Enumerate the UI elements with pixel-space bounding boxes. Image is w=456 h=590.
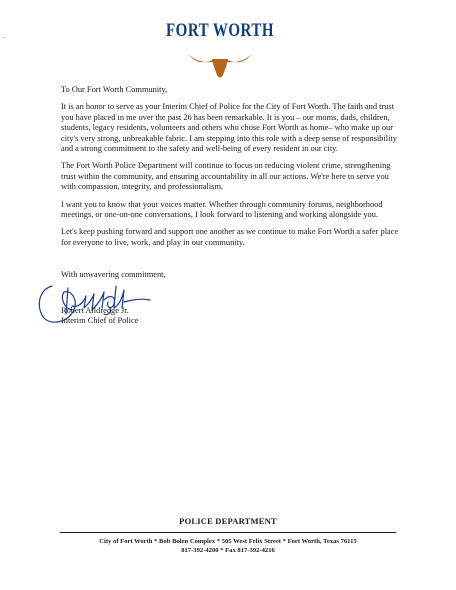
paragraph: It is an honor to serve as your Interim Chief of Police for the City of Fort Worth. The faith and trust you have placed in me over the past 26 has been remarkable. It is you – our moms, dads, children, students, legacy residents, volunteers and others who chose Fort Worth as home– who make up our city's very strong, unbreakable fabric. I am stepping into this role with a deep sense of responsibility and a strong commitment to the safety and well-being of every resident in our city. bbox=[61, 102, 397, 154]
letter-body bbox=[61, 85, 401, 255]
signer-title: Interim Chief of Police bbox=[61, 316, 139, 326]
footer-phone-line: 817-392-4200 * Fax 817-392-4216 bbox=[181, 547, 275, 554]
paragraph: The Fort Worth Police Department will continue to focus on reducing violent crime, strengthening trust within the community, and ensuring accountability in all our actions. We're here to serve you with compassion, integrity, and professionalism. bbox=[61, 161, 391, 192]
logo-wordmark: FORT WORTH bbox=[166, 21, 274, 41]
closing-line: With unwavering commitment, bbox=[61, 270, 166, 279]
longhorn-icon bbox=[187, 48, 253, 82]
paragraph: I want you to know that your voices matter. Whether through community forums, neighborhood meetings, or one-on-one conversations, I look forward to listening and working alongside you. bbox=[61, 199, 383, 220]
footer-divider bbox=[60, 532, 396, 533]
footer-department: POLICE DEPARTMENT bbox=[179, 516, 277, 526]
signer-name: Robert Alldredge Jr. bbox=[61, 306, 129, 315]
footer-address bbox=[0, 537, 456, 555]
paragraph: Let's keep pushing forward and support one another as we continue to make Fort Worth a safer place for everyone to live, work, and play in our community. bbox=[61, 227, 399, 247]
corner-mark: - bbox=[3, 33, 6, 42]
salutation: To Our Fort Worth Community, bbox=[61, 85, 168, 94]
footer-address-line: City of Fort Worth * Bob Bolen Complex * 505 West Felix Street * Fort Worth, Texas 76115 bbox=[99, 538, 357, 545]
signer-block bbox=[61, 306, 138, 327]
fort-worth-logo bbox=[165, 21, 275, 83]
